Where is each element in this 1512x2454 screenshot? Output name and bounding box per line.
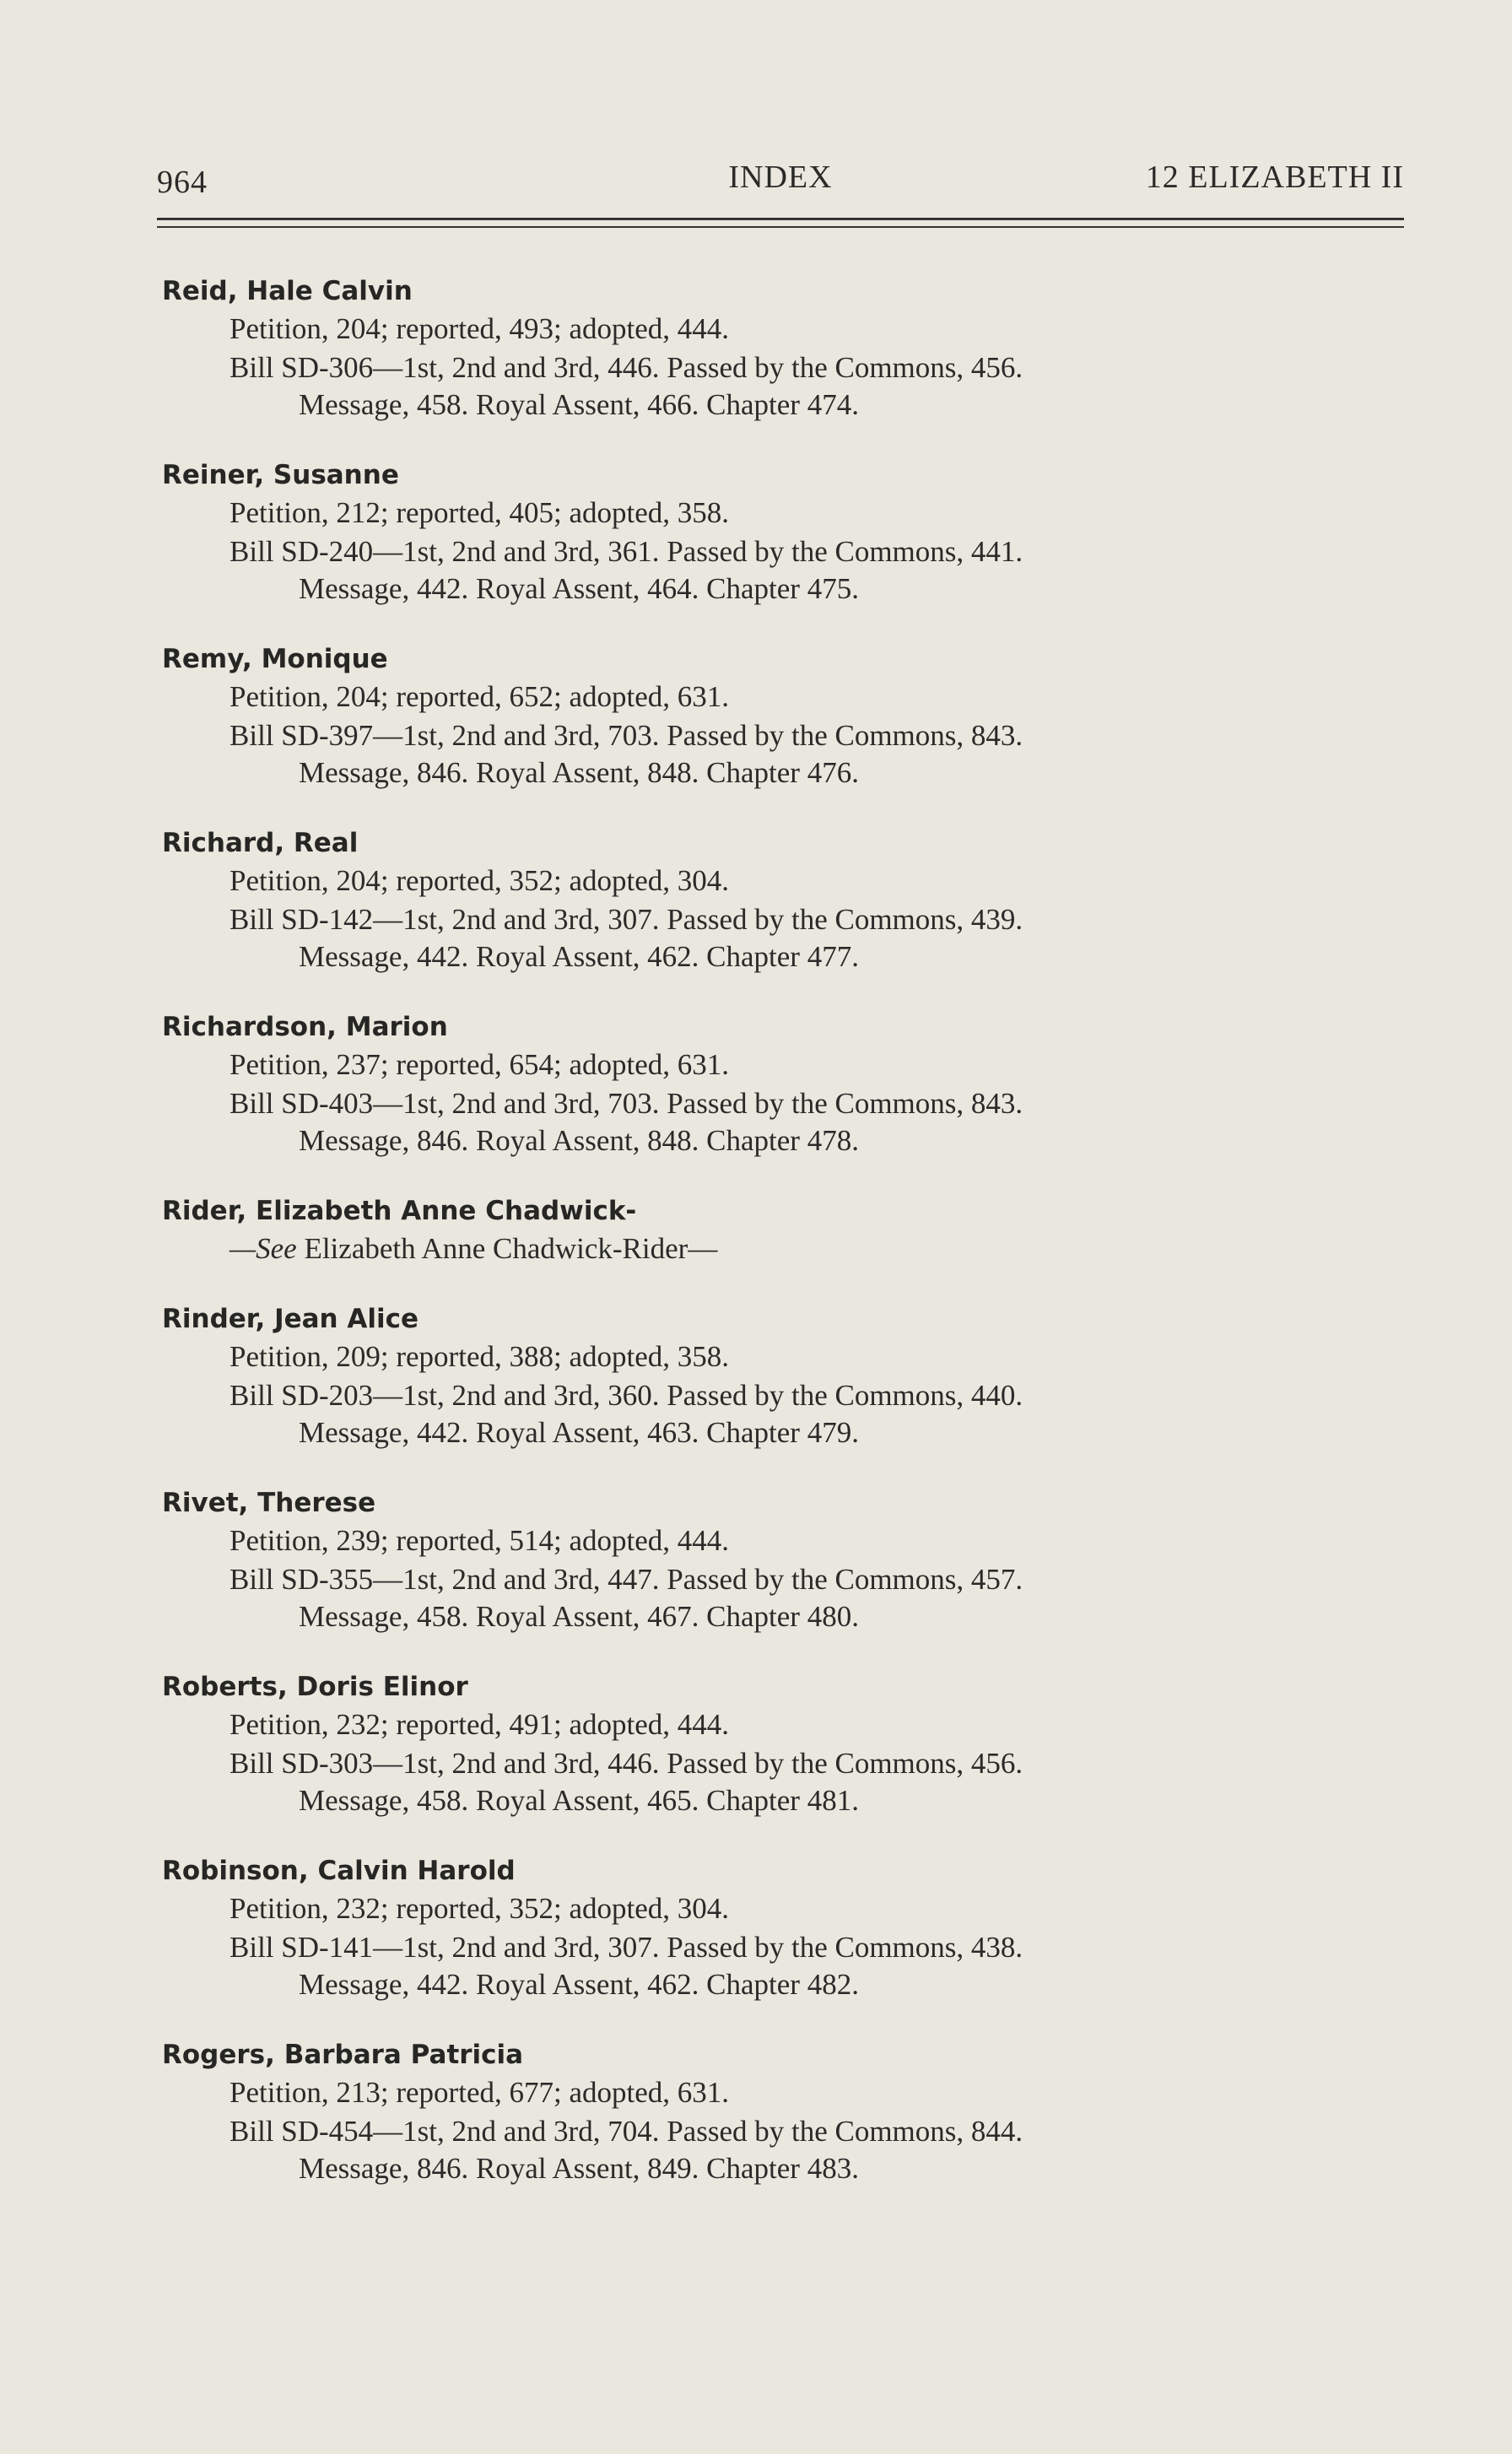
page-header — [157, 159, 1404, 209]
entry-bill: Bill SD-203—1st, 2nd and 3rd, 360. Passed by the Commons, 440. — [230, 1379, 1023, 1412]
index-entry-cross-reference — [162, 1192, 1411, 1268]
index-entry — [162, 1008, 1411, 1159]
see-prefix: —See — [230, 1232, 297, 1265]
entry-message: Message, 846. Royal Assent, 848. Chapter 478. — [299, 1124, 859, 1157]
entry-bill: Bill SD-141—1st, 2nd and 3rd, 307. Passed by the Commons, 438. — [230, 1931, 1023, 1964]
entry-bill: Bill SD-355—1st, 2nd and 3rd, 447. Passed by the Commons, 457. — [230, 1563, 1023, 1596]
index-entry — [162, 824, 1411, 976]
index-entry — [162, 1851, 1411, 2003]
entry-message: Message, 442. Royal Assent, 462. Chapter 477. — [299, 940, 859, 973]
entry-name: Rider, Elizabeth Anne Chadwick- — [162, 1196, 637, 1226]
header-title: INDEX — [728, 159, 833, 195]
entry-bill: Bill SD-397—1st, 2nd and 3rd, 703. Passed by the Commons, 843. — [230, 719, 1023, 752]
index-entry — [162, 1668, 1411, 1819]
entry-petition: Petition, 204; reported, 352; adopted, 304. — [230, 864, 729, 897]
entry-name: Remy, Monique — [162, 644, 388, 674]
page-number: 964 — [157, 165, 208, 200]
index-entry — [162, 272, 1411, 424]
entry-message: Message, 458. Royal Assent, 467. Chapter 480. — [299, 1600, 859, 1633]
entry-bill: Bill SD-303—1st, 2nd and 3rd, 446. Passed by the Commons, 456. — [230, 1747, 1023, 1780]
entry-message: Message, 846. Royal Assent, 848. Chapter 476. — [299, 756, 859, 789]
index-entry — [162, 1300, 1411, 1451]
entry-bill: Bill SD-403—1st, 2nd and 3rd, 703. Passed by the Commons, 843. — [230, 1087, 1023, 1120]
entry-name: Rivet, Therese — [162, 1488, 376, 1518]
entry-name: Rogers, Barbara Patricia — [162, 2040, 524, 2070]
entry-message: Message, 458. Royal Assent, 466. Chapter 474. — [299, 388, 859, 421]
header-rule-bottom — [157, 226, 1404, 228]
index-entry — [162, 2035, 1411, 2187]
entry-petition: Petition, 232; reported, 491; adopted, 444. — [230, 1708, 729, 1741]
entry-petition: Petition, 237; reported, 654; adopted, 631. — [230, 1048, 729, 1081]
header-rule-top — [157, 218, 1404, 220]
entry-name: Reiner, Susanne — [162, 460, 399, 490]
entry-message: Message, 442. Royal Assent, 462. Chapter 482. — [299, 1968, 859, 2001]
entry-petition: Petition, 204; reported, 652; adopted, 631. — [230, 680, 729, 713]
index-entry — [162, 640, 1411, 792]
entry-name: Robinson, Calvin Harold — [162, 1856, 516, 1886]
entry-see-reference — [162, 1230, 1411, 1268]
entry-name: Richard, Real — [162, 828, 359, 858]
entry-petition: Petition, 232; reported, 352; adopted, 304. — [230, 1892, 729, 1925]
index-entry — [162, 456, 1411, 608]
index-entry — [162, 1484, 1411, 1635]
entry-message: Message, 442. Royal Assent, 464. Chapter 475. — [299, 572, 859, 605]
entry-petition: Petition, 212; reported, 405; adopted, 358. — [230, 496, 729, 529]
entry-message: Message, 458. Royal Assent, 465. Chapter 481. — [299, 1784, 859, 1817]
entry-petition: Petition, 239; reported, 514; adopted, 444. — [230, 1524, 729, 1557]
entry-name: Rinder, Jean Alice — [162, 1304, 419, 1334]
index-entries — [162, 272, 1411, 2219]
entry-petition: Petition, 213; reported, 677; adopted, 631. — [230, 2076, 729, 2109]
entry-name: Roberts, Doris Elinor — [162, 1672, 468, 1702]
entry-bill: Bill SD-306—1st, 2nd and 3rd, 446. Passed by the Commons, 456. — [230, 351, 1023, 384]
entry-petition: Petition, 204; reported, 493; adopted, 444. — [230, 312, 729, 345]
entry-message: Message, 846. Royal Assent, 849. Chapter 483. — [299, 2152, 859, 2185]
entry-bill: Bill SD-240—1st, 2nd and 3rd, 361. Passed by the Commons, 441. — [230, 535, 1023, 568]
entry-bill: Bill SD-142—1st, 2nd and 3rd, 307. Passed by the Commons, 439. — [230, 903, 1023, 936]
entry-message: Message, 442. Royal Assent, 463. Chapter 479. — [299, 1416, 859, 1449]
entry-petition: Petition, 209; reported, 388; adopted, 358. — [230, 1340, 729, 1373]
entry-name: Reid, Hale Calvin — [162, 276, 413, 306]
see-target: Elizabeth Anne Chadwick-Rider— — [296, 1232, 718, 1265]
header-volume: 12 ELIZABETH II — [1145, 159, 1404, 195]
entry-name: Richardson, Marion — [162, 1012, 448, 1042]
entry-bill: Bill SD-454—1st, 2nd and 3rd, 704. Passed by the Commons, 844. — [230, 2115, 1023, 2148]
